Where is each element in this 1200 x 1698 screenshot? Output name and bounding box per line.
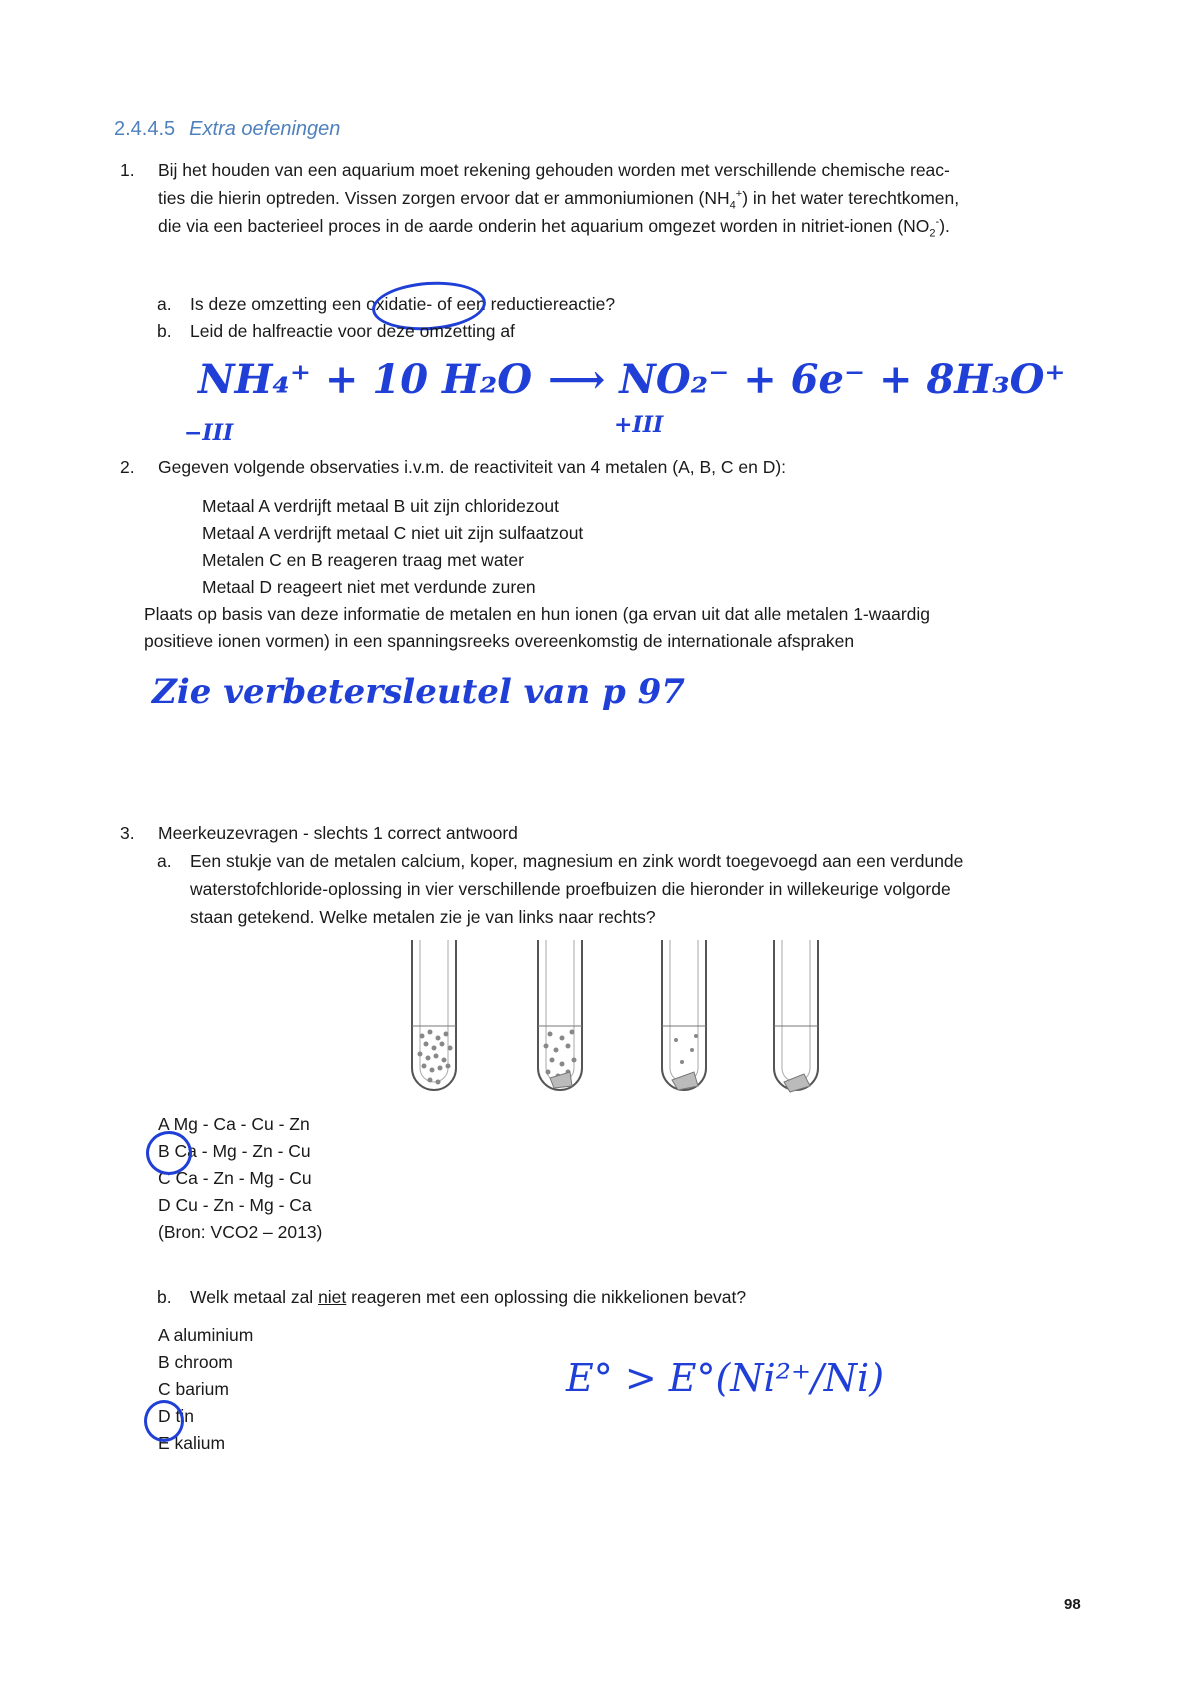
test-tubes-illustration [400, 940, 820, 1100]
q1a-text: Is deze omzetting een oxidatie- of een reductiereactie? [190, 294, 616, 314]
q1-text-line-1: Bij het houden van een aquarium moet rekening gehouden worden met verschillende chemische reac- [158, 160, 950, 180]
q2-intro: Gegeven volgende observaties i.v.m. de reactiviteit van 4 metalen (A, B, C en D): [158, 457, 787, 477]
q3a-label: a. [157, 851, 172, 871]
q2-number: 2. [120, 457, 135, 477]
handwritten-oxidation-left: −III [184, 420, 234, 446]
section-number: 2.4.4.5 [114, 118, 176, 140]
q3a-line-2: waterstofchloride-oplossing in vier verschillende proefbuizen die hieronder in willekeurige volgorde [190, 879, 951, 899]
handwritten-reactants: NH₄⁺ + 10 H₂O [198, 356, 533, 403]
q2-observation: Metaal D reageert niet met verdunde zuren [202, 577, 536, 597]
q2-observation: Metaal A verdrijft metaal C niet uit zijn sulfaatzout [202, 523, 584, 543]
section-title: Extra oefeningen [189, 118, 341, 140]
q1b-text: Leid de halfreactie voor deze omzetting af [190, 321, 515, 341]
q1-text-line-3: die via een bacterieel proces in de aarde onderin het aquarium omgezet worden in nitriet-ionen $(NO_2^-)$. [158, 216, 950, 240]
q3-title: Meerkeuzevragen - slechts 1 correct antwoord [158, 823, 518, 843]
q1-number: 1. [120, 160, 135, 180]
q1-text-line-2: ties die hierin optreden. Vissen zorgen ervoor dat er ammoniumionen $(NH_4^+)$ in het water terechtkomen, [158, 188, 960, 212]
handwritten-oxidation-right: +III [614, 412, 664, 438]
q3a-option: D Cu - Zn - Mg - Ca [158, 1195, 312, 1215]
answer-circle-q3a [146, 1131, 192, 1175]
q2-observation: Metaal A verdrijft metaal B uit zijn chloridezout [202, 496, 559, 516]
q1a-label: a. [157, 294, 172, 314]
q3b-option: C barium [158, 1379, 229, 1399]
q3a-option: C Ca - Zn - Mg - Cu [158, 1168, 312, 1188]
q2-instruction-line-1: Plaats op basis van deze informatie de metalen en hun ionen (ga ervan uit dat alle metalen 1-waardig [144, 604, 931, 624]
q2-observation: Metalen C en B reageren traag met water [202, 550, 524, 570]
q3b-option: B chroom [158, 1352, 233, 1372]
q3a-line-3: staan getekend. Welke metalen zie je van links naar rechts? [190, 907, 656, 927]
q3b-option: D tin [158, 1406, 194, 1426]
q3a-option: B Ca - Mg - Zn - Cu [158, 1141, 311, 1161]
q2-instruction-line-2: positieve ionen vormen) in een spanningsreeks overeenkomstig de internationale afspraken [144, 631, 855, 651]
q3a-option: A Mg - Ca - Cu - Zn [158, 1114, 310, 1134]
q1b-label: b. [157, 321, 172, 341]
q3a-line-1: Een stukje van de metalen calcium, koper, magnesium en zink wordt toegevoegd aan een verdunde [190, 851, 964, 871]
answer-circle-q3b [144, 1400, 184, 1442]
q3b-question: Welk metaal zal niet reageren met een oplossing die nikkelionen bevat? [190, 1287, 747, 1307]
q3b-option: E kalium [158, 1433, 226, 1453]
q3b-option: A aluminium [158, 1325, 254, 1345]
q3-number: 3. [120, 823, 135, 843]
handwritten-products: ⟶ NO₂⁻ + 6e⁻ + 8H₃O⁺ [548, 356, 1066, 403]
q3a-source: (Bron: VCO2 – 2013) [158, 1222, 323, 1242]
section-heading [114, 118, 340, 141]
page-number: 98 [1064, 1596, 1081, 1613]
q3b-label: b. [157, 1287, 172, 1307]
handwritten-q3b-note: E° > E°(Ni²⁺/Ni) [566, 1356, 885, 1400]
handwritten-q2-note: Zie verbetersleutel van p 97 [152, 672, 685, 712]
